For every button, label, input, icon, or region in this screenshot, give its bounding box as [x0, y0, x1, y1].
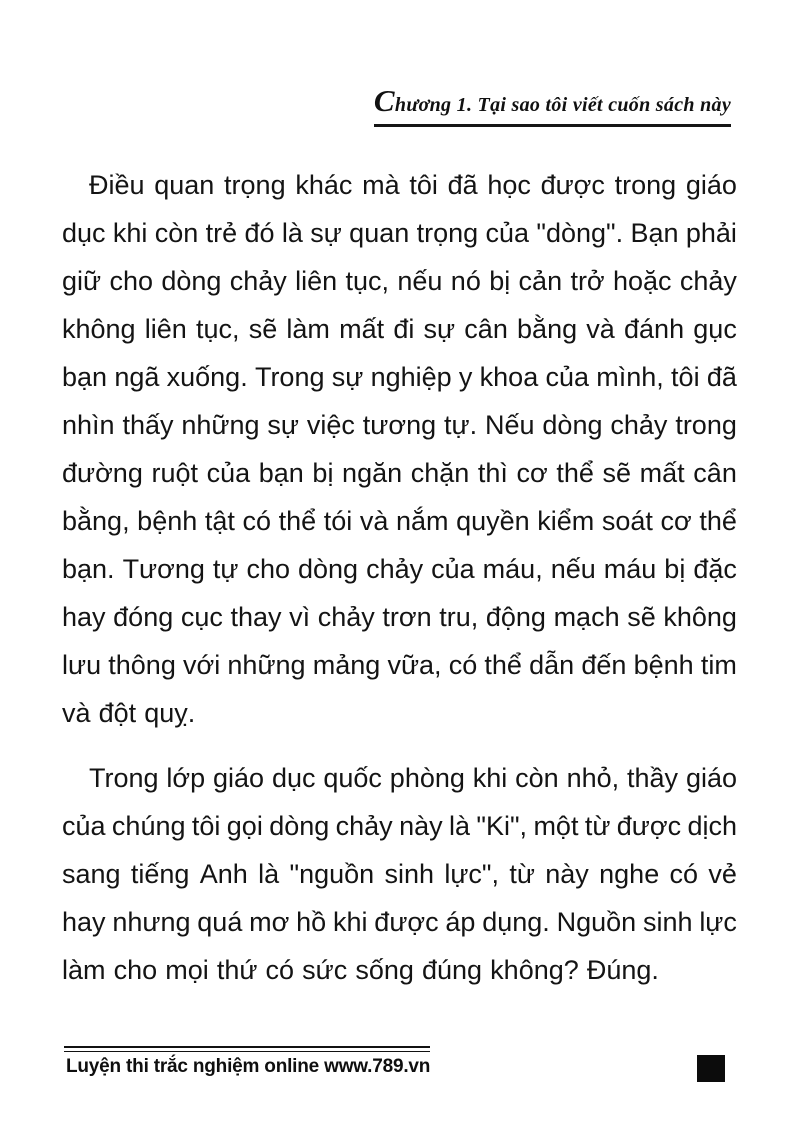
word: dẫn — [529, 650, 575, 680]
word: giáo — [685, 170, 737, 200]
footer-promo-text: Luyện thi trắc nghiệm online www.789.vn — [66, 1056, 431, 1077]
text-line — [62, 353, 737, 401]
word: "dòng". — [536, 218, 624, 248]
text-line — [62, 802, 737, 850]
word: "Ki", — [476, 811, 528, 841]
word: mất — [339, 314, 385, 344]
word: Anh — [199, 859, 248, 889]
word: Điều — [89, 170, 145, 200]
word: cho — [113, 955, 158, 985]
word: thể — [699, 506, 737, 536]
word: tru, — [439, 602, 479, 632]
word: có — [448, 650, 478, 680]
word: sự — [423, 314, 456, 344]
word: mất — [639, 458, 685, 488]
word: có — [669, 859, 699, 889]
word: cho — [109, 266, 153, 296]
text-line — [62, 161, 737, 209]
word: này — [545, 859, 589, 889]
word: mọi — [165, 955, 209, 985]
word: lực", — [444, 859, 500, 889]
word: nghe — [599, 859, 660, 889]
word: trong — [675, 410, 737, 440]
word: dòng — [542, 410, 603, 440]
word: thể — [556, 458, 594, 488]
word: thầy — [627, 763, 679, 793]
word: việc — [306, 410, 355, 440]
word: từ — [584, 811, 611, 841]
word: sinh — [642, 907, 693, 937]
text-line — [62, 209, 737, 257]
word: Đúng. — [586, 955, 659, 985]
word: quan — [154, 170, 215, 200]
word: được — [616, 811, 682, 841]
word: hồ — [296, 907, 327, 937]
text-line — [62, 641, 737, 689]
word: đóng — [113, 602, 174, 632]
word: vữa, — [387, 650, 442, 680]
text-line — [62, 689, 737, 737]
word: quan — [349, 218, 410, 248]
word: bị — [664, 554, 686, 584]
word: Trong — [89, 763, 159, 793]
word: sẽ — [602, 458, 632, 488]
word: trở — [570, 266, 605, 296]
word: phải — [685, 218, 737, 248]
word: cho — [246, 554, 290, 584]
word: vẻ — [708, 859, 737, 889]
word: không — [663, 602, 737, 632]
word: sự — [267, 410, 299, 440]
word: sức — [302, 955, 348, 985]
word: sinh — [384, 859, 435, 889]
word: trơn — [382, 602, 432, 632]
word: bị — [489, 266, 511, 296]
word: bệnh — [633, 650, 694, 680]
word: ngã — [114, 362, 160, 392]
word: và — [586, 314, 615, 344]
word: chảy — [679, 266, 737, 296]
word: kiểm — [537, 506, 595, 536]
word: tục, — [345, 266, 390, 296]
word: thứ — [216, 955, 258, 985]
word: nhỏ, — [566, 763, 620, 793]
word: cân — [464, 314, 508, 344]
text-line — [62, 754, 737, 802]
text-line — [62, 593, 737, 641]
word: Tương — [122, 554, 205, 584]
word: sẽ — [627, 602, 656, 632]
word: còn — [515, 763, 559, 793]
word: khi — [472, 763, 508, 793]
word: tương — [362, 410, 437, 440]
word: giáo — [685, 763, 737, 793]
word: bạn — [258, 458, 304, 488]
word: này — [399, 811, 443, 841]
word: dục — [62, 218, 106, 248]
word: cơ — [516, 458, 548, 488]
word: tục, — [195, 314, 240, 344]
word: quyền — [456, 506, 530, 536]
page-marker-square — [697, 1055, 725, 1082]
word: của — [206, 458, 251, 488]
word: dụng. — [482, 907, 550, 937]
word: dòng — [298, 554, 359, 584]
word: bằng, — [62, 506, 130, 536]
word: tật — [204, 506, 235, 536]
word: của — [62, 811, 106, 841]
word: trọng — [416, 218, 479, 248]
word: chúng — [111, 811, 186, 841]
word: được — [374, 907, 439, 937]
word: quốc — [323, 763, 382, 793]
word: bị — [312, 458, 334, 488]
text-line — [62, 401, 737, 449]
word: mình, — [596, 362, 664, 392]
word: bạn. — [62, 554, 115, 584]
text-line — [62, 946, 737, 994]
word: không — [62, 314, 136, 344]
word: chảy — [610, 410, 668, 440]
word: giữ — [62, 266, 102, 296]
text-line — [62, 545, 737, 593]
word: cục — [180, 602, 223, 632]
word: xuống. — [166, 362, 248, 392]
word: lớp — [166, 763, 206, 793]
word: tim — [700, 650, 737, 680]
word: là — [258, 859, 280, 889]
word: chảy — [335, 811, 393, 841]
word: trẻ — [205, 218, 238, 248]
word: chặn — [410, 458, 470, 488]
word: ruột — [151, 458, 198, 488]
word: của — [431, 554, 475, 584]
word: cơ — [660, 506, 692, 536]
word: là — [448, 811, 470, 841]
word: nhìn — [62, 410, 115, 440]
word: đánh — [624, 314, 685, 344]
word: hay — [62, 907, 106, 937]
word: quỵ. — [144, 698, 196, 728]
word: quá — [197, 907, 243, 937]
word: chảy — [366, 554, 424, 584]
word: còn — [154, 218, 199, 248]
word: liên — [295, 266, 338, 296]
word: không? — [490, 955, 579, 985]
word: đi — [393, 314, 415, 344]
word: sống — [355, 955, 414, 985]
word: nó — [450, 266, 481, 296]
word: lưu — [62, 650, 102, 680]
word: một — [533, 811, 579, 841]
word: Bạn — [630, 218, 679, 248]
word: ngăn — [342, 458, 403, 488]
word: làm — [62, 955, 106, 985]
word: đường — [62, 458, 143, 488]
text-line — [62, 305, 737, 353]
word: nếu — [397, 266, 443, 296]
word: mảng — [312, 650, 381, 680]
word: gọi — [226, 811, 263, 841]
word: trọng — [224, 170, 286, 200]
word: máu, — [482, 554, 543, 584]
word: thay — [230, 602, 282, 632]
word: Trong — [254, 362, 325, 392]
word: thấy — [122, 410, 174, 440]
chapter-header — [62, 83, 737, 127]
word: máu — [603, 554, 657, 584]
word: Nguồn — [556, 907, 637, 937]
word: những — [227, 650, 306, 680]
word: tôi — [191, 811, 221, 841]
word: có — [242, 506, 271, 536]
word: gục — [693, 314, 737, 344]
word: là — [281, 218, 303, 248]
word: với — [183, 650, 221, 680]
text-line — [62, 449, 737, 497]
word: đó — [244, 218, 275, 248]
word: sự — [331, 362, 364, 392]
word: đến — [581, 650, 627, 680]
text-line — [62, 898, 737, 946]
word: mà — [362, 170, 400, 200]
word: nghiệp — [370, 362, 452, 392]
word: nếu — [550, 554, 596, 584]
word: "nguồn — [289, 859, 375, 889]
word: khi — [332, 907, 368, 937]
word: khác — [295, 170, 353, 200]
word: những — [181, 410, 260, 440]
chapter-header-title: Chương 1. Tại sao tôi viết cuốn sách này — [374, 86, 731, 127]
word: y — [458, 362, 473, 392]
word: thể — [278, 506, 317, 536]
word: tôi — [409, 170, 438, 200]
word: phòng — [389, 763, 465, 793]
word: tiếng — [130, 859, 190, 889]
word: và — [359, 506, 389, 536]
word: học — [487, 170, 531, 200]
paragraph — [62, 754, 737, 994]
word: nhưng — [112, 907, 191, 937]
word: đặc — [693, 554, 737, 584]
word: dịch — [687, 811, 737, 841]
word: hay — [62, 602, 106, 632]
word: của — [485, 218, 530, 248]
paragraph — [62, 161, 737, 737]
word: cân — [693, 458, 737, 488]
word: bằng — [517, 314, 578, 344]
word: đúng — [422, 955, 483, 985]
word: khi — [112, 218, 148, 248]
text-line — [62, 850, 737, 898]
word: nắm — [395, 506, 449, 536]
word: tự. — [444, 410, 478, 440]
body-text — [62, 161, 737, 994]
word: khoa — [479, 362, 539, 392]
text-line — [62, 497, 737, 545]
word: bệnh — [137, 506, 198, 536]
word: đột — [98, 698, 137, 728]
word: soát — [601, 506, 653, 536]
text-line — [62, 257, 737, 305]
word: dòng — [161, 266, 222, 296]
word: lực — [699, 907, 737, 937]
word: sang — [62, 859, 121, 889]
word: sự — [310, 218, 342, 248]
word: thông — [108, 650, 176, 680]
word: làm — [286, 314, 330, 344]
word: dòng — [269, 811, 330, 841]
word: tôi — [671, 362, 700, 392]
word: thì — [477, 458, 508, 488]
word: mạch — [553, 602, 620, 632]
word: áp — [445, 907, 476, 937]
word: của — [545, 362, 590, 392]
word: và — [62, 698, 91, 728]
word: được — [540, 170, 605, 200]
word: động — [485, 602, 546, 632]
word: mơ — [249, 907, 290, 937]
word: có — [265, 955, 295, 985]
word: trong — [614, 170, 677, 200]
word: tự — [212, 554, 239, 584]
word: Nếu — [484, 410, 535, 440]
word: bạn — [62, 362, 108, 392]
word: liên — [144, 314, 187, 344]
word: từ — [509, 859, 535, 889]
word: đã — [706, 362, 737, 392]
word: cản — [518, 266, 563, 296]
word: dục — [271, 763, 316, 793]
word: sẽ — [248, 314, 278, 344]
word: giáo — [213, 763, 265, 793]
word: đã — [447, 170, 478, 200]
word: hoặc — [612, 266, 672, 296]
word: tói — [323, 506, 353, 536]
footer-rule — [64, 1046, 430, 1052]
word: chảy — [229, 266, 287, 296]
word: chảy — [317, 602, 375, 632]
word: vì — [289, 602, 311, 632]
word: thể — [484, 650, 522, 680]
